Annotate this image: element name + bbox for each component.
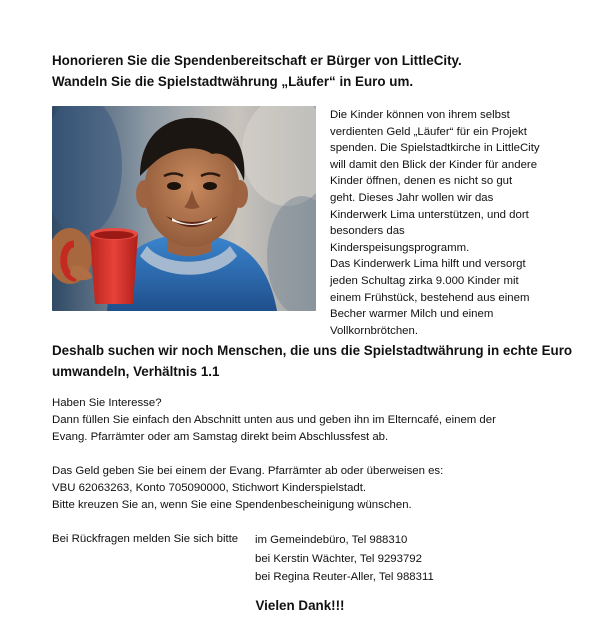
child-with-red-cup-photo (52, 106, 316, 311)
intro-line: geht. Dieses Jahr wollen wir das (330, 191, 494, 204)
intro-line: Vollkornbrötchen. (330, 324, 419, 337)
contact-entry: bei Kerstin Wächter, Tel 9293792 (255, 552, 422, 565)
subheading-line-2: umwandeln, Verhältnis 1.1 (52, 364, 220, 379)
payment-line-2: VBU 62063263, Konto 705090000, Stichwort Kinderspielstadt. (52, 481, 367, 494)
contact-entry: im Gemeindebüro, Tel 988310 (255, 534, 408, 546)
payment-line-3: Bitte kreuzen Sie an, wenn Sie eine Spendenbescheinigung wünschen. (52, 498, 412, 511)
intro-line: Die Kinder können von ihrem selbst (330, 109, 510, 121)
payment-paragraph (52, 463, 582, 513)
contact-lead: Bei Rückfragen melden Sie sich bitte (52, 533, 239, 545)
interest-line-2: Dann füllen Sie einfach den Abschnitt unten aus und geben ihn im Elterncafé, einem der (52, 413, 496, 426)
contact-list (255, 531, 434, 587)
intro-line: verdienten Geld „Läufer“ für ein Projekt (330, 125, 527, 138)
thank-you: Vielen Dank!!! (255, 598, 345, 613)
intro-line: Kinderspeisungsprogramm. (330, 241, 470, 254)
headline-line-2: Wandeln Sie die Spielstadtwährung „Läufer“ in Euro um. (52, 74, 414, 89)
intro-line: Das Kinderwerk Lima hilft und versorgt (330, 258, 526, 271)
intro-text (330, 107, 570, 339)
interest-paragraph (52, 395, 582, 445)
intro-line: Kinder öffnen, denen es nicht so gut (330, 175, 513, 188)
interest-line-3: Evang. Pfarrämter oder am Samstag direkt beim Abschlussfest ab. (52, 430, 389, 443)
contact-entry: bei Regina Reuter-Aller, Tel 988311 (255, 571, 434, 584)
intro-line: will damit den Blick der Kinder für andere (330, 158, 538, 171)
interest-line-1: Haben Sie Interesse? (52, 397, 162, 409)
intro-line: einem Frühstück, bestehend aus einem (330, 291, 530, 304)
intro-line: besonders das (330, 225, 405, 238)
subheading (52, 340, 572, 382)
intro-line: spenden. Die Spielstadtkirche in LittleCity (330, 142, 540, 155)
headline (52, 50, 572, 92)
intro-line: jeden Schultag zirka 9.000 Kinder mit (330, 274, 519, 287)
intro-line: Becher warmer Milch und einem (330, 308, 494, 321)
subheading-line-1: Deshalb suchen wir noch Menschen, die uns die Spielstadtwährung in echte Euro (52, 343, 573, 358)
intro-line: Kinderwerk Lima unterstützen, und dort (330, 208, 529, 221)
payment-line-1: Das Geld geben Sie bei einem der Evang. Pfarrämter ab oder überweisen es: (52, 465, 444, 477)
headline-line-1: Honorieren Sie die Spendenbereitschaft er Bürger von LittleCity. (52, 53, 462, 68)
